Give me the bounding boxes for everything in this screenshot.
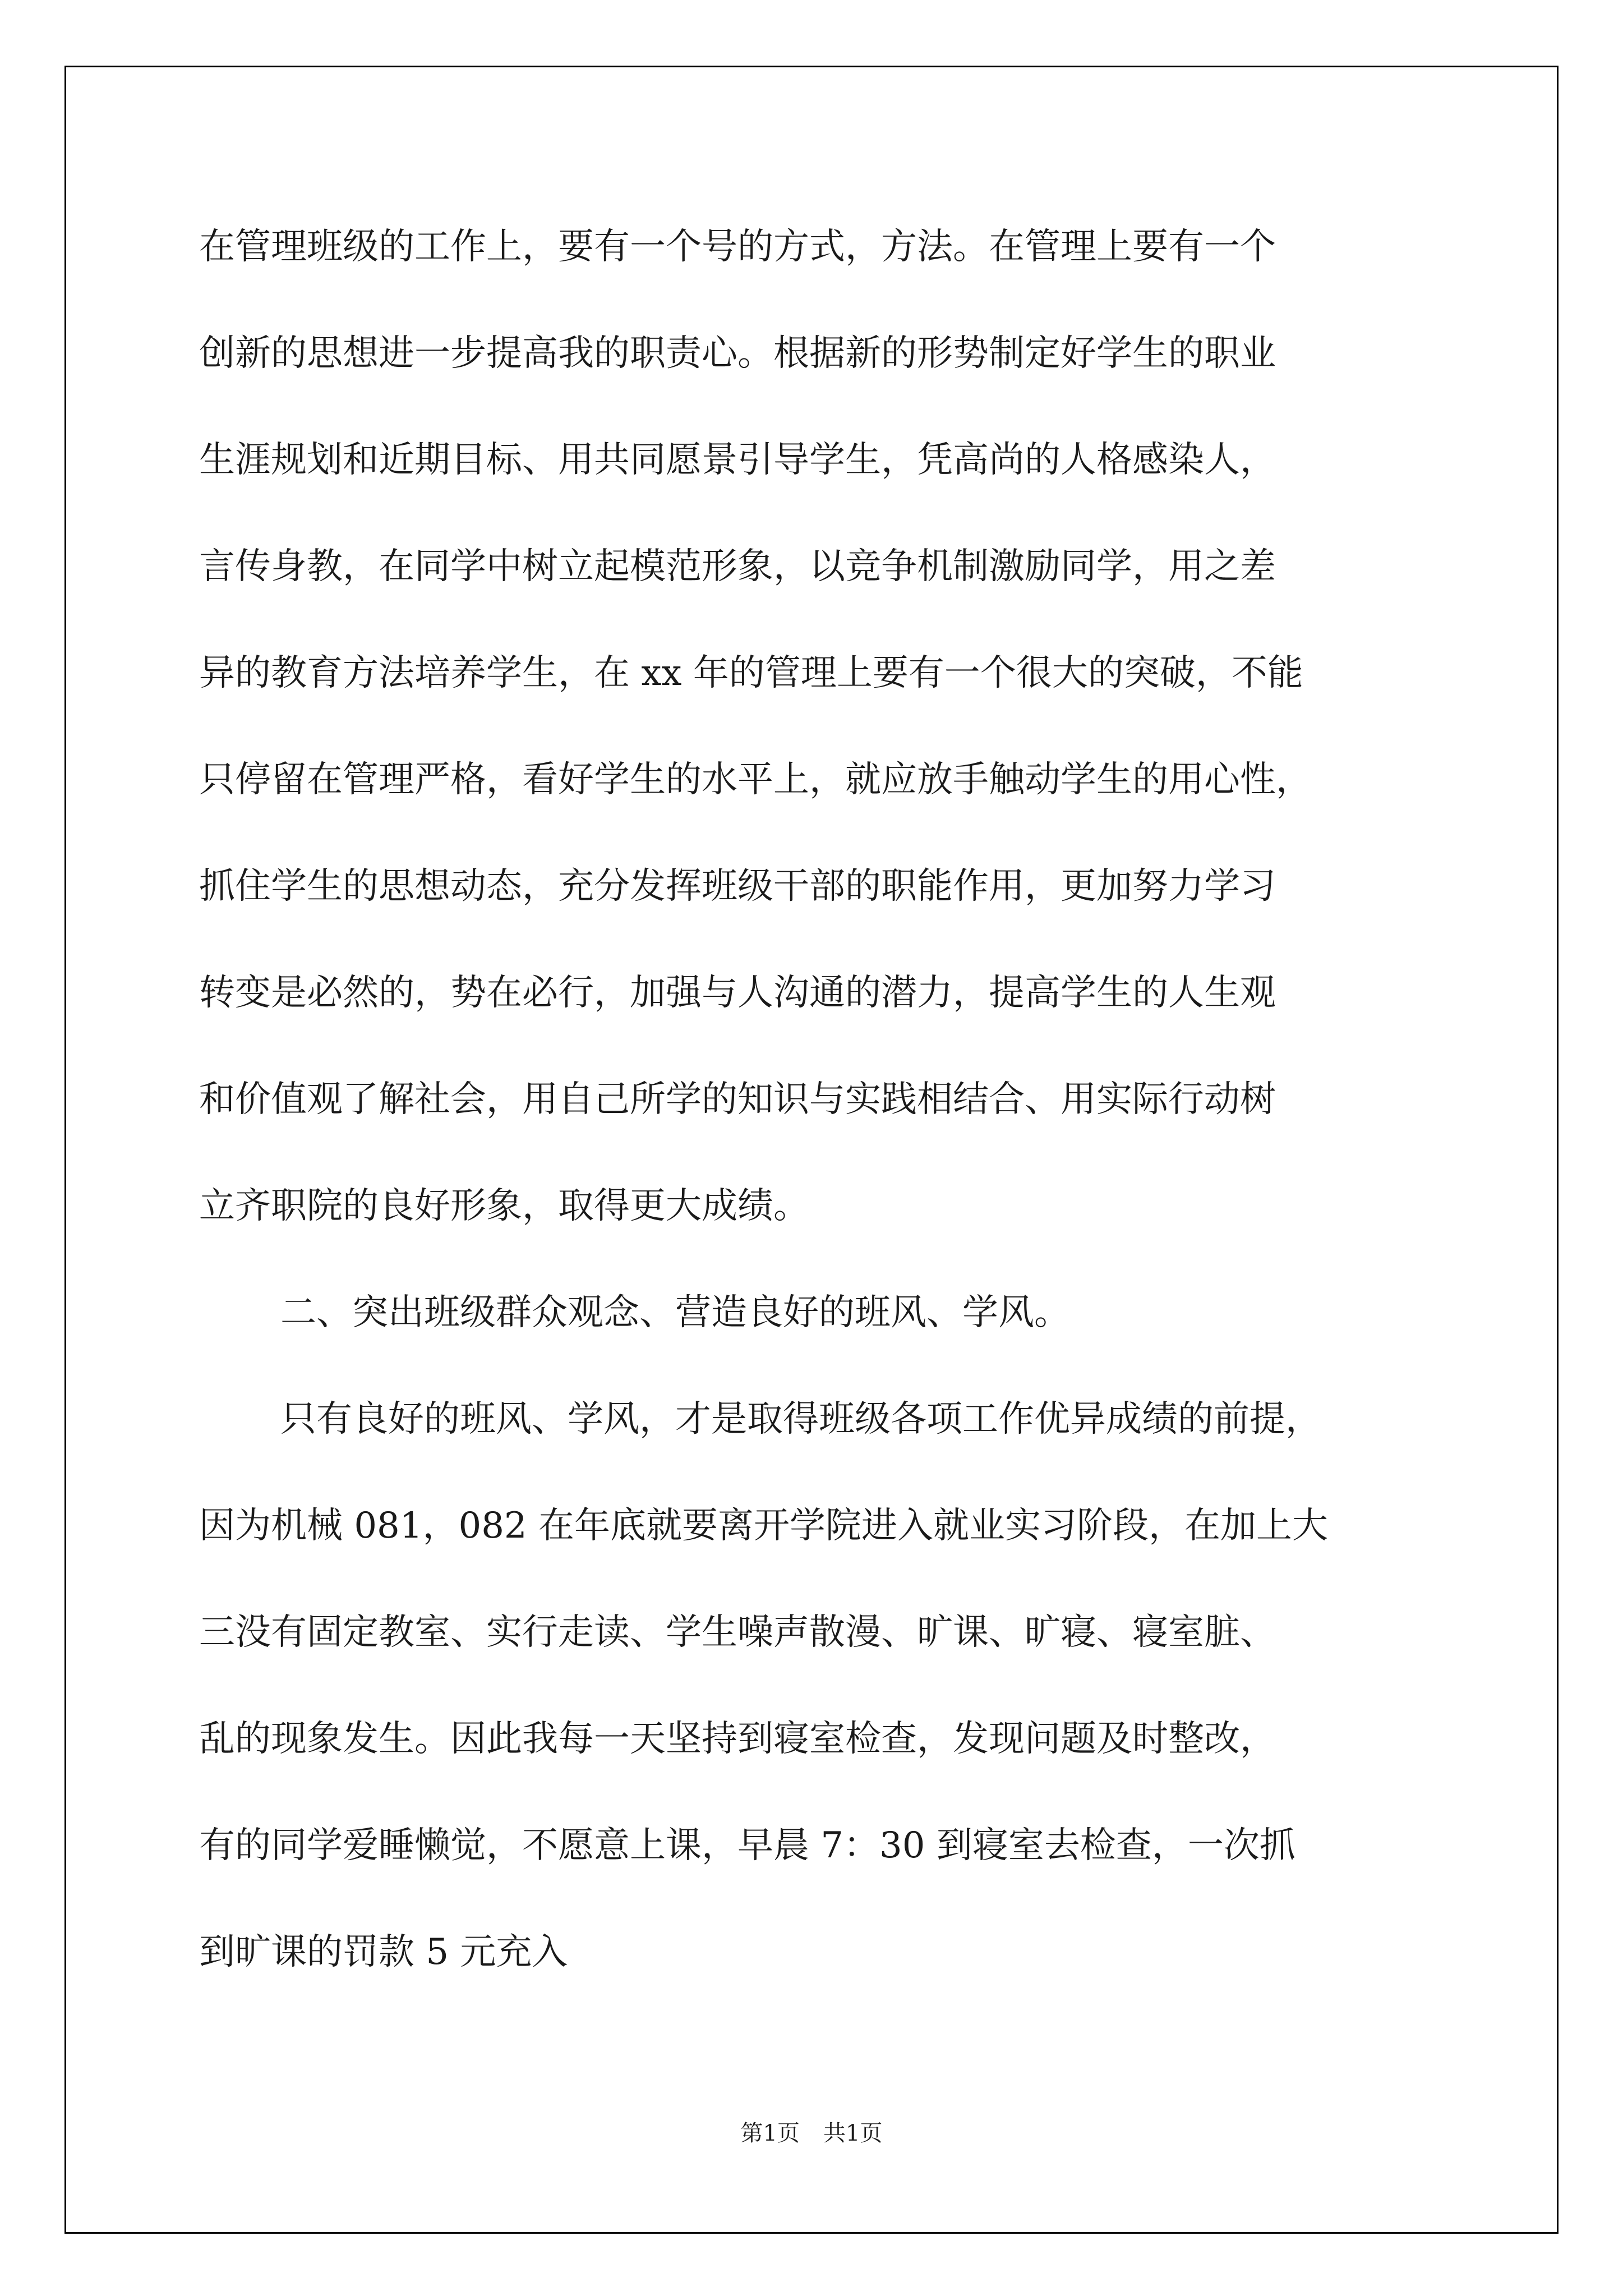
page-number: 第1页 xyxy=(740,2120,800,2146)
section-heading: 二、突出班级群众观念、营造良好的班风、学风。 xyxy=(280,1292,1070,1333)
text-line: 转变是必然的，势在必行，加强与人沟通的潜力，提高学生的人生观 xyxy=(199,972,1276,1014)
text-line: 三没有固定教室、实行走读、学生噪声散漫、旷课、旷寝、寝室脏、 xyxy=(199,1612,1276,1653)
text-line: 有的同学爱睡懒觉，不愿意上课，早晨 7：30 到寝室去检查，一次抓 xyxy=(199,1825,1295,1866)
text-line: 生涯规划和近期目标、用共同愿景引导学生，凭高尚的人格感染人， xyxy=(199,439,1276,481)
text-line: 抓住学生的思想动态，充分发挥班级干部的职能作用，更加努力学习 xyxy=(199,866,1276,907)
text-line: 言传身教，在同学中树立起模范形象，以竞争机制激励同学，用之差 xyxy=(199,546,1276,587)
text-line: 和价值观了解社会，用自己所学的知识与实践相结合、用实际行动树 xyxy=(199,1079,1276,1120)
text-line: 在管理班级的工作上，要有一个号的方式，方法。在管理上要有一个 xyxy=(199,226,1276,268)
text-line: 只停留在管理严格，看好学生的水平上，就应放手触动学生的用心性， xyxy=(199,759,1312,800)
page-border xyxy=(64,66,1559,2234)
page-footer xyxy=(0,2119,1623,2147)
text-line: 乱的现象发生。因此我每一天坚持到寝室检查，发现问题及时整改， xyxy=(199,1718,1276,1760)
text-line: 因为机械 081，082 在年底就要离开学院进入就业实习阶段，在加上大 xyxy=(199,1505,1328,1547)
text-line: 异的教育方法培养学生，在 xx 年的管理上要有一个很大的突破，不能 xyxy=(199,652,1303,694)
text-line: 立齐职院的良好形象，取得更大成绩。 xyxy=(199,1185,809,1227)
text-line: 到旷课的罚款 5 元充入 xyxy=(199,1931,568,1973)
text-line: 只有良好的班风、学风，才是取得班级各项工作优异成绩的前提， xyxy=(280,1398,1321,1440)
page-total: 共1页 xyxy=(823,2120,883,2146)
text-line: 创新的思想进一步提高我的职责心。根据新的形势制定好学生的职业 xyxy=(199,333,1276,374)
